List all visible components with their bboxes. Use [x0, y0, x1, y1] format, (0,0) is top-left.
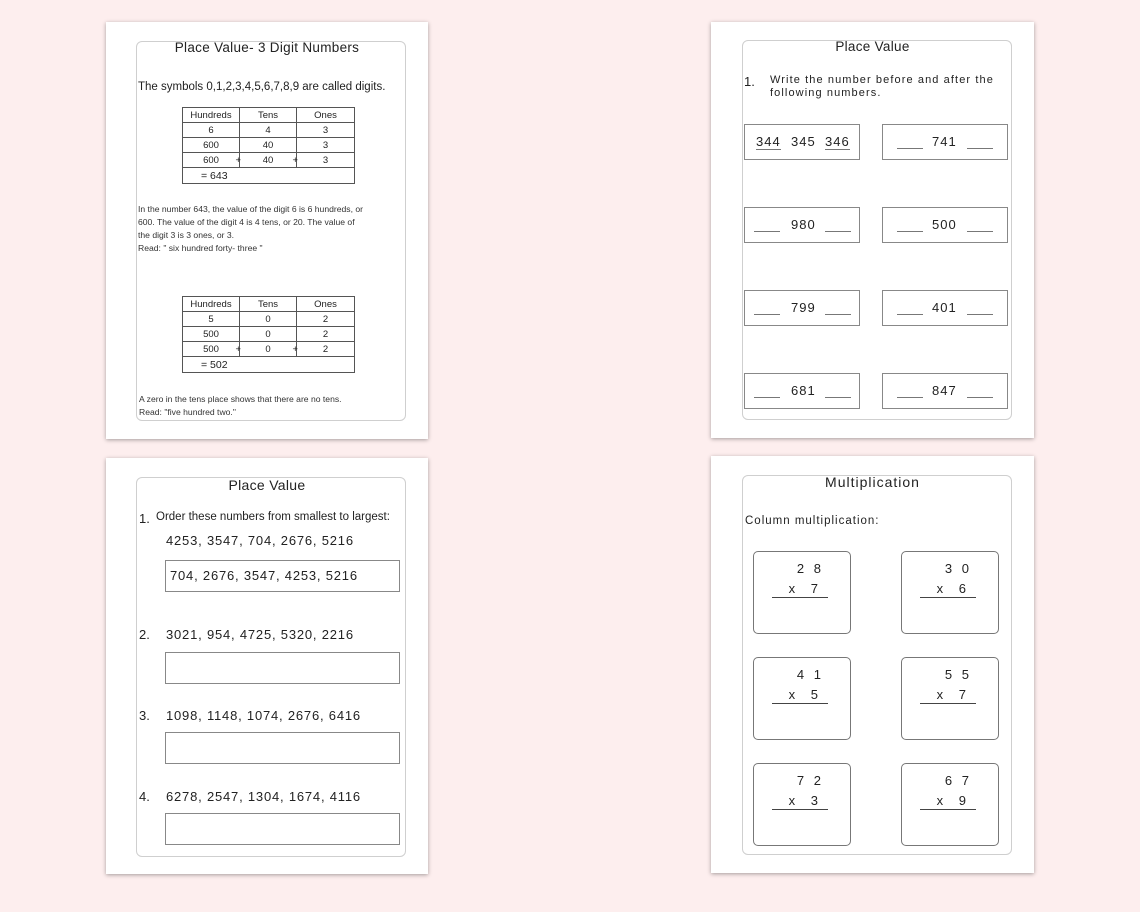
number-list: 3021, 954, 4725, 5320, 2216	[166, 627, 354, 642]
result-value: = 643	[201, 169, 228, 182]
number-list: 1098, 1148, 1074, 2676, 6416	[166, 708, 361, 723]
question-text	[770, 74, 994, 100]
header-hundreds: Hundreds	[183, 297, 240, 312]
table-cell	[240, 153, 297, 168]
intro-text: The symbols 0,1,2,3,4,5,6,7,8,9 are called digits.	[138, 81, 386, 93]
answer-line	[920, 597, 976, 598]
multiplicand: 7 2	[796, 773, 824, 788]
answer-box[interactable]	[882, 124, 1008, 160]
answer-line	[772, 597, 828, 598]
after-blank	[825, 221, 851, 232]
table-cell: 2	[297, 312, 355, 327]
table-cell	[183, 342, 240, 357]
worksheet-page-place-value-3-digit	[106, 22, 428, 439]
after-number: 346	[825, 134, 850, 149]
page-title: Place Value	[835, 39, 910, 54]
before-blank	[754, 221, 780, 232]
before-blank	[897, 221, 923, 232]
after-blank	[825, 387, 851, 398]
multiplication-problem[interactable]	[901, 657, 999, 740]
answer-box[interactable]	[882, 373, 1008, 409]
example-box	[744, 124, 860, 160]
given-number: 681	[791, 383, 816, 398]
after-blank	[967, 304, 993, 315]
answer-line	[920, 703, 976, 704]
given-number: 345	[791, 134, 816, 149]
multiplicand: 2 8	[796, 561, 824, 576]
multiplicand: 5 5	[944, 667, 972, 682]
multiplier: x 9	[936, 793, 972, 808]
answer-box[interactable]	[744, 290, 860, 326]
given-number: 401	[932, 300, 957, 315]
given-number: 980	[791, 217, 816, 232]
worksheet-page-before-after	[711, 22, 1034, 438]
table-cell: 40	[240, 138, 297, 153]
plus-sign: +	[235, 343, 241, 355]
table-cell: 3	[297, 138, 355, 153]
worksheet-page-ordering	[106, 458, 428, 874]
text-line: Read: "five hundred two."	[139, 407, 236, 417]
answer-line	[772, 703, 828, 704]
expanded-value: 500	[203, 343, 219, 355]
result-value: = 502	[201, 358, 228, 371]
table-cell: 6	[183, 123, 240, 138]
page-title: Place Value	[228, 477, 306, 493]
answer-box[interactable]	[744, 207, 860, 243]
given-number: 741	[932, 134, 957, 149]
multiplier: x 7	[788, 581, 824, 596]
expanded-value: 0	[265, 343, 271, 355]
after-blank	[825, 304, 851, 315]
plus-sign: +	[235, 154, 241, 166]
multiplication-problem[interactable]	[753, 763, 851, 846]
expanded-value: 600	[203, 154, 219, 166]
place-value-table-643	[182, 107, 355, 184]
explanation-paragraph	[139, 393, 409, 419]
table-cell: 5	[183, 312, 240, 327]
table-cell: 0	[240, 327, 297, 342]
table-cell: 500	[183, 327, 240, 342]
explanation-paragraph	[138, 203, 408, 255]
answer-field[interactable]	[165, 652, 400, 684]
after-blank	[967, 138, 993, 149]
multiplicand: 4 1	[796, 667, 824, 682]
multiplier: x 7	[936, 687, 972, 702]
header-tens: Tens	[240, 108, 297, 123]
worksheet-page-multiplication	[711, 456, 1034, 873]
multiplier: x 6	[936, 581, 972, 596]
multiplier: x 5	[788, 687, 824, 702]
before-number: 344	[756, 134, 781, 149]
text-line: A zero in the tens place shows that there are no tens.	[139, 394, 342, 404]
answer-box[interactable]	[882, 290, 1008, 326]
question-instruction: Order these numbers from smallest to largest:	[156, 511, 390, 523]
question-number: 3.	[139, 708, 150, 723]
before-blank	[897, 304, 923, 315]
text-line: Read: " six hundred forty- three "	[138, 243, 263, 253]
table-cell: 0	[240, 312, 297, 327]
answer-line	[772, 809, 828, 810]
question-number: 2.	[139, 627, 150, 642]
table-cell: 3	[297, 123, 355, 138]
plus-sign: +	[292, 343, 298, 355]
table-cell: 2	[297, 342, 355, 357]
text-line: the digit 3 is 3 ones, or 3.	[138, 230, 235, 240]
text-line: Write the number before and after the	[770, 74, 994, 86]
expanded-value: 40	[262, 154, 274, 166]
multiplier: x 3	[788, 793, 824, 808]
multiplication-problem[interactable]	[753, 657, 851, 740]
header-ones: Ones	[297, 108, 355, 123]
answer-box[interactable]	[882, 207, 1008, 243]
header-hundreds: Hundreds	[183, 108, 240, 123]
answer-line	[920, 809, 976, 810]
answer-field[interactable]	[165, 813, 400, 845]
given-number: 799	[791, 300, 816, 315]
text-line: In the number 643, the value of the digit 6 is 6 hundreds, or	[138, 204, 364, 214]
page-title: Place Value- 3 Digit Numbers	[174, 40, 360, 55]
text-line: 600. The value of the digit 4 is 4 tens, or 20. The value of	[138, 217, 355, 227]
before-blank	[754, 387, 780, 398]
number-list: 4253, 3547, 704, 2676, 5216	[166, 533, 354, 548]
multiplication-problem[interactable]	[753, 551, 851, 634]
multiplication-problem[interactable]	[901, 763, 999, 846]
plus-sign: +	[292, 154, 298, 166]
place-value-table-502	[182, 296, 355, 373]
result-cell	[183, 357, 355, 373]
table-cell	[183, 153, 240, 168]
given-number: 500	[932, 217, 957, 232]
multiplicand: 3 0	[944, 561, 972, 576]
before-blank	[897, 138, 923, 149]
answer-field[interactable]	[165, 732, 400, 764]
table-cell: 2	[297, 327, 355, 342]
header-tens: Tens	[240, 297, 297, 312]
question-number: 4.	[139, 789, 150, 804]
subtitle: Column multiplication:	[745, 515, 880, 527]
after-blank	[967, 387, 993, 398]
multiplicand: 6 7	[944, 773, 972, 788]
before-blank	[897, 387, 923, 398]
answer-value: 704, 2676, 3547, 4253, 5216	[170, 568, 358, 583]
table-cell: 3	[297, 153, 355, 168]
question-number: 1.	[139, 511, 150, 526]
answer-field[interactable]	[165, 560, 400, 592]
page-title: Multiplication	[825, 474, 920, 490]
before-blank	[754, 304, 780, 315]
question-number: 1.	[744, 74, 755, 89]
result-cell	[183, 168, 355, 184]
header-ones: Ones	[297, 297, 355, 312]
table-cell: 4	[240, 123, 297, 138]
multiplication-problem[interactable]	[901, 551, 999, 634]
text-line: following numbers.	[770, 87, 882, 99]
given-number: 847	[932, 383, 957, 398]
answer-box[interactable]	[744, 373, 860, 409]
table-cell: 600	[183, 138, 240, 153]
table-cell	[240, 342, 297, 357]
number-list: 6278, 2547, 1304, 1674, 4116	[166, 789, 361, 804]
after-blank	[967, 221, 993, 232]
